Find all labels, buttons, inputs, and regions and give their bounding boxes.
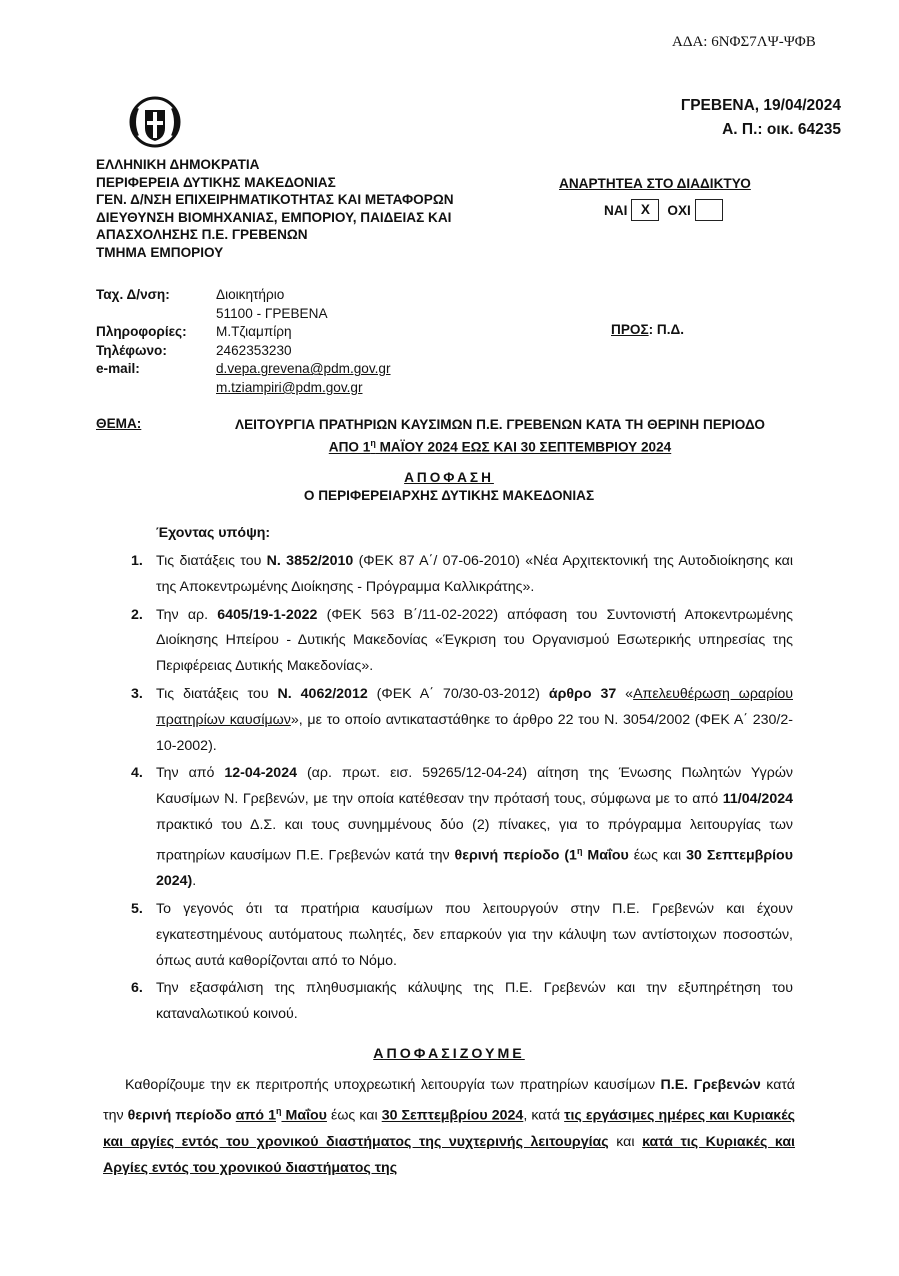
posting-checkboxes — [604, 199, 723, 221]
no-label: ΟΧΙ — [667, 202, 691, 218]
email-link[interactable]: d.vepa.grevena@pdm.gov.gr — [216, 361, 391, 377]
email-label: e-mail: — [96, 361, 140, 377]
document-header — [681, 94, 841, 142]
list-item: 3. Τις διατάξεις του Ν. 4062/2012 (ΦΕΚ Α΄ 70/30-03-2012) άρθρο 37 «Απελευθέρωση ωραρίου πρατηρίων καυσίμων», με το οποίο αντικαταστάθηκε το άρθρο 22 του Ν. 3054/2002 (ΦΕΚ Α΄ 230/2-10-2002). — [131, 685, 794, 754]
list-item: 4. Την από 12-04-2024 (αρ. πρωτ. εισ. 59265/12-04-24) αίτηση της Ένωσης Πωλητών Υγρών Καυσίμων Ν. Γρεβενών, με την οποία κατέθεσαν την πρότασή τους, σύμφωνα με το από 11/04/2024 πρακτικό του Δ.Σ. και τους συνημμένους δύο (2) πίνακες, για το πρόγραμμα λειτουργίας των πρατηρίων καυσίμων Π.Ε. Γρεβενών κατά την θερινή περίοδο ($1^\eta$ Μαΐου έως και 30 Σεπτεμβρίου 2024). — [131, 765, 793, 890]
considering-label: Έχοντας υπόψη: — [156, 525, 271, 541]
info-label: Πληροφορίες: — [96, 324, 187, 340]
agency-line: ΑΠΑΣΧΟΛΗΣΗΣ Π.Ε. ΓΡΕΒΕΝΩΝ — [96, 227, 308, 243]
greek-emblem-icon — [127, 94, 183, 150]
decision-authority: Ο ΠΕΡΙΦΕΡΕΙΑΡΧΗΣ ΔΥΤΙΚΗΣ ΜΑΚΕΔΟΝΙΑΣ — [303, 488, 595, 503]
yes-checkbox: X — [631, 199, 659, 221]
recipient-value: : Π.Δ. — [648, 322, 685, 337]
list-item: 5. Το γεγονός ότι τα πρατήρια καυσίμων που λειτουργούν στην Π.Ε. Γρεβενών και έχουν εγκατεστημένους αυτόματους πωλητές, δεν επαρκούν για την κάλυψη των αντίστοιχων ποσοστών, όπως αυτά καθορίζονται από το Νόμο. — [131, 901, 793, 969]
agency-line: ΤΜΗΜΑ ΕΜΠΟΡΙΟΥ — [96, 244, 224, 260]
agency-line: ΠΕΡΙΦΕΡΕΙΑ ΔΥΤΙΚΗΣ ΜΑΚΕΔΟΝΙΑΣ — [96, 174, 336, 190]
subject-line: ΛΕΙΤΟΥΡΓΙΑ ΠΡΑΤΗΡΙΩΝ ΚΑΥΣΙΜΩΝ Π.Ε. ΓΡΕΒΕΝΩΝ ΚΑΤΑ ΤΗ ΘΕΡΙΝΗ ΠΕΡΙΟΔΟ — [235, 417, 765, 432]
internet-posting-label: ΑΝΑΡΤΗΤΕΑ ΣΤΟ ΔΙΑΔΙΚΤΥΟ — [559, 176, 751, 191]
contact-details — [96, 286, 391, 398]
recipient — [611, 322, 684, 337]
list-item: 6. Την εξασφάλιση της πληθυσμιακής κάλυψης της Π.Ε. Γρεβενών και την εξυπηρέτηση του καταναλωτικού κοινού. — [131, 980, 793, 1023]
considerations-list — [131, 549, 793, 1030]
yes-label: ΝΑΙ — [604, 202, 628, 218]
issuing-agency — [96, 156, 454, 262]
phone-label: Τηλέφωνο: — [96, 342, 167, 358]
recipient-label: ΠΡΟΣ — [611, 322, 649, 337]
ada-code: ΑΔΑ: 6ΝΦΣ7ΛΨ-ΨΦΒ — [672, 34, 816, 50]
decision-heading — [96, 469, 802, 505]
subject-label: ΘΕΜΑ: — [96, 416, 142, 431]
address-line: 51100 - ΓΡΕΒΕΝΑ — [216, 305, 328, 321]
list-item: 2. Την αρ. 6405/19-1-2022 (ΦΕΚ 563 Β΄/11-02-2022) απόφαση του Συντονιστή Αποκεντρωμένης Διοίκησης Ηπείρου - Δυτικής Μακεδονίας «Έγκριση του Οργανισμού Εσωτερικής υπηρεσίας της Περιφέρειας Δυτικής Μακεδονίας». — [131, 606, 793, 675]
subject — [160, 416, 840, 457]
email-link[interactable]: m.tziampiri@pdm.gov.gr — [216, 379, 363, 395]
agency-line: ΔΙΕΥΘΥΝΣΗ ΒΙΟΜΗΧΑΝΙΑΣ, ΕΜΠΟΡΙΟΥ, ΠΑΙΔΕΙΑΣ ΚΑΙ — [96, 209, 452, 225]
list-item: 1. Τις διατάξεις του Ν. 3852/2010 (ΦΕΚ 87 Α΄/ 07-06-2010) «Νέα Αρχιτεκτονική της Αυτοδιοίκησης και της Αποκεντρωμένης Διοίκησης - Πρόγραμμα Καλλικράτης». — [131, 553, 793, 595]
protocol-number: Α. Π.: οικ. 64235 — [722, 121, 841, 138]
decision-paragraph: Καθορίζουμε την εκ περιτροπής υποχρεωτική λειτουργία των πρατηρίων καυσίμων Π.Ε. Γρεβενών κατά την θερινή περίοδο από $1^\eta$ Μαΐου έως και 30 Σεπτεμβρίου 2024, κατά τις εργάσιμες ημέρες και Κυριακές και αργίες εντός του χρονικού διαστήματος της νυχτερινής λειτουργίας και κατά τις Κυριακές και Αργίες εντός του χρονικού διαστήματος της — [103, 1077, 796, 1176]
decision-title: ΑΠΟΦΑΣΗ — [404, 470, 494, 485]
subject-line: ΑΠΟ $1^\eta$ ΜΑΪΟΥ 2024 ΕΩΣ ΚΑΙ 30 ΣΕΠΤΕΜΒΡΙΟΥ 2024 — [328, 438, 672, 455]
info-value: Μ.Τζιαμπίρη — [216, 324, 292, 340]
place-date: ΓΡΕΒΕΝΑ, 19/04/2024 — [680, 97, 841, 114]
agency-line: ΓΕΝ. Δ/ΝΣΗ ΕΠΙΧΕΙΡΗΜΑΤΙΚΟΤΗΤΑΣ ΚΑΙ ΜΕΤΑΦΟΡΩΝ — [96, 192, 454, 208]
we-decide-heading: ΑΠΟΦΑΣΙΖΟΥΜΕ — [373, 1046, 525, 1062]
agency-line: ΕΛΛΗΝΙΚΗ ΔΗΜΟΚΡΑΤΙΑ — [96, 157, 260, 172]
phone-value: 2462353230 — [216, 342, 292, 358]
address-line: Διοικητήριο — [216, 287, 285, 302]
no-checkbox — [695, 199, 723, 221]
address-label: Ταχ. Δ/νση: — [96, 287, 170, 302]
